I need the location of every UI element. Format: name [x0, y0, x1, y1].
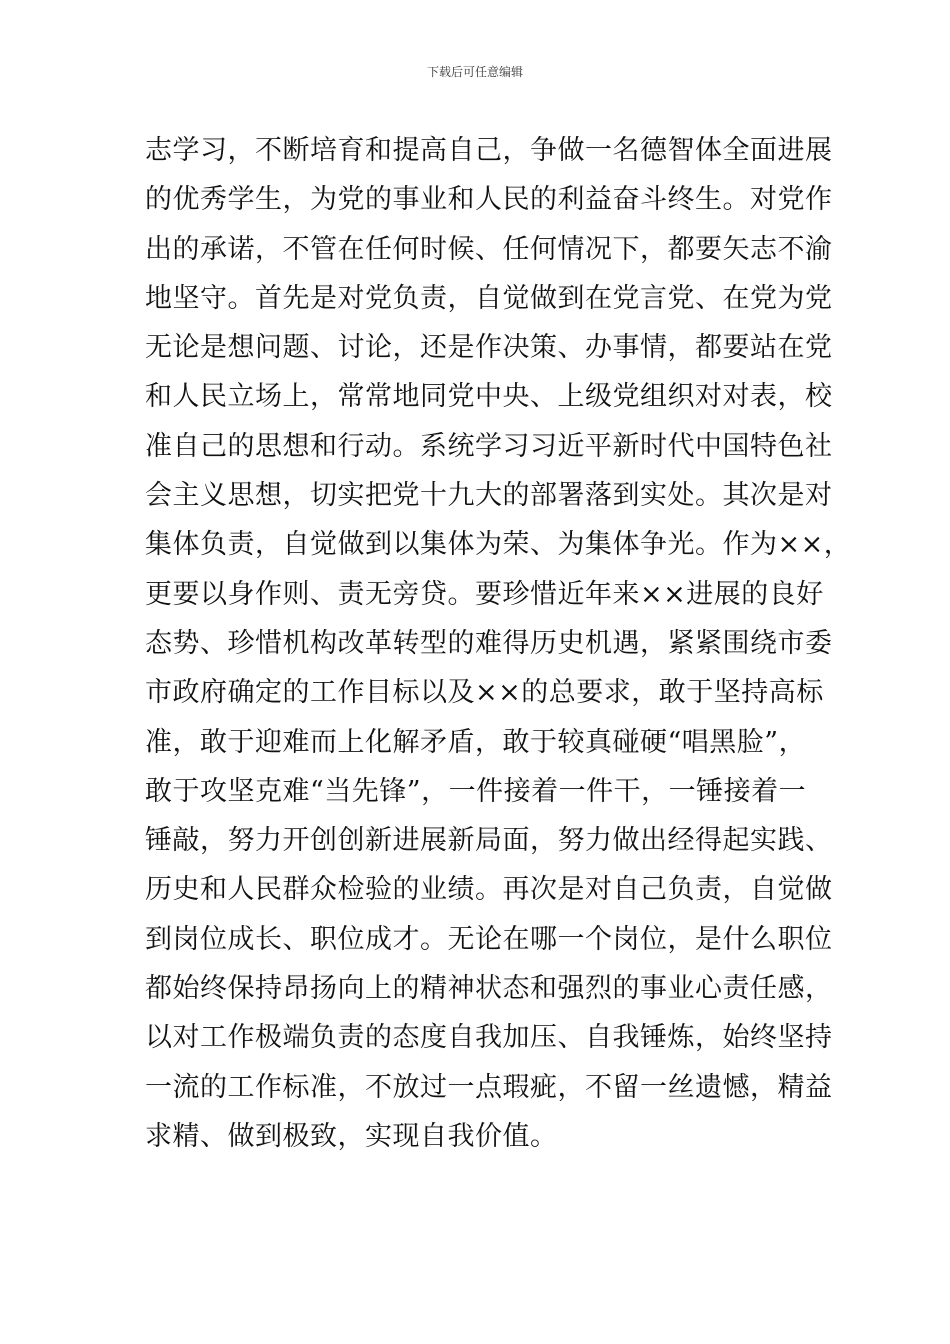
- page-header: 下载后可任意编辑: [426, 65, 523, 79]
- text-line: 到岗位成长、职位成才。无论在哪一个岗位，是什么职位: [145, 923, 833, 955]
- text-line: 求精、做到极致，实现自我价值。: [145, 1120, 558, 1152]
- text-line: 集体负责，自觉做到以集体为荣、为集体争光。作为××，: [145, 529, 852, 561]
- text-line: 态势、珍惜机构改革转型的难得历史机遇，紧紧围绕市委: [145, 627, 833, 659]
- text-line: 以对工作极端负责的态度自我加压、自我锤炼，始终坚持: [145, 1022, 833, 1054]
- text-line: 出的承诺，不管在任何时候、任何情况下，都要矢志不渝: [145, 233, 833, 265]
- text-line: 锤敲，努力开创创新进展新局面，努力做出经得起实践、: [145, 825, 833, 857]
- text-line: 会主义思想，切实把党十九大的部署落到实处。其次是对: [145, 480, 833, 512]
- text-line: 市政府确定的工作目标以及××的总要求，敢于坚持高标: [145, 677, 824, 709]
- text-line: 都始终保持昂扬向上的精神状态和强烈的事业心责任感，: [145, 973, 833, 1005]
- text-line: 的优秀学生，为党的事业和人民的利益奋斗终生。对党作: [145, 184, 833, 216]
- text-line: 准，敢于迎难而上化解矛盾，敢于较真碰硬“唱黑脸”，: [145, 726, 807, 758]
- text-line: 历史和人民群众检验的业绩。再次是对自己负责，自觉做: [145, 874, 833, 906]
- text-line: 敢于攻坚克难“当先锋”，一件接着一件干，一锤接着一: [145, 775, 807, 807]
- text-line: 准自己的思想和行动。系统学习习近平新时代中国特色社: [145, 430, 833, 462]
- text-line: 一流的工作标准，不放过一点瑕疵，不留一丝遗憾，精益: [145, 1071, 833, 1103]
- text-line: 志学习，不断培育和提高自己，争做一名德智体全面进展: [145, 135, 833, 166]
- body-paragraph: [145, 126, 852, 1161]
- text-line: 地坚守。首先是对党负责，自觉做到在党言党、在党为党: [145, 282, 833, 314]
- text-line: 和人民立场上，常常地同党中央、上级党组织对对表，校: [145, 381, 833, 413]
- text-line: 无论是想问题、讨论，还是作决策、办事情，都要站在党: [145, 332, 833, 364]
- text-line: 更要以身作则、责无旁贷。要珍惜近年来××进展的良好: [145, 578, 824, 610]
